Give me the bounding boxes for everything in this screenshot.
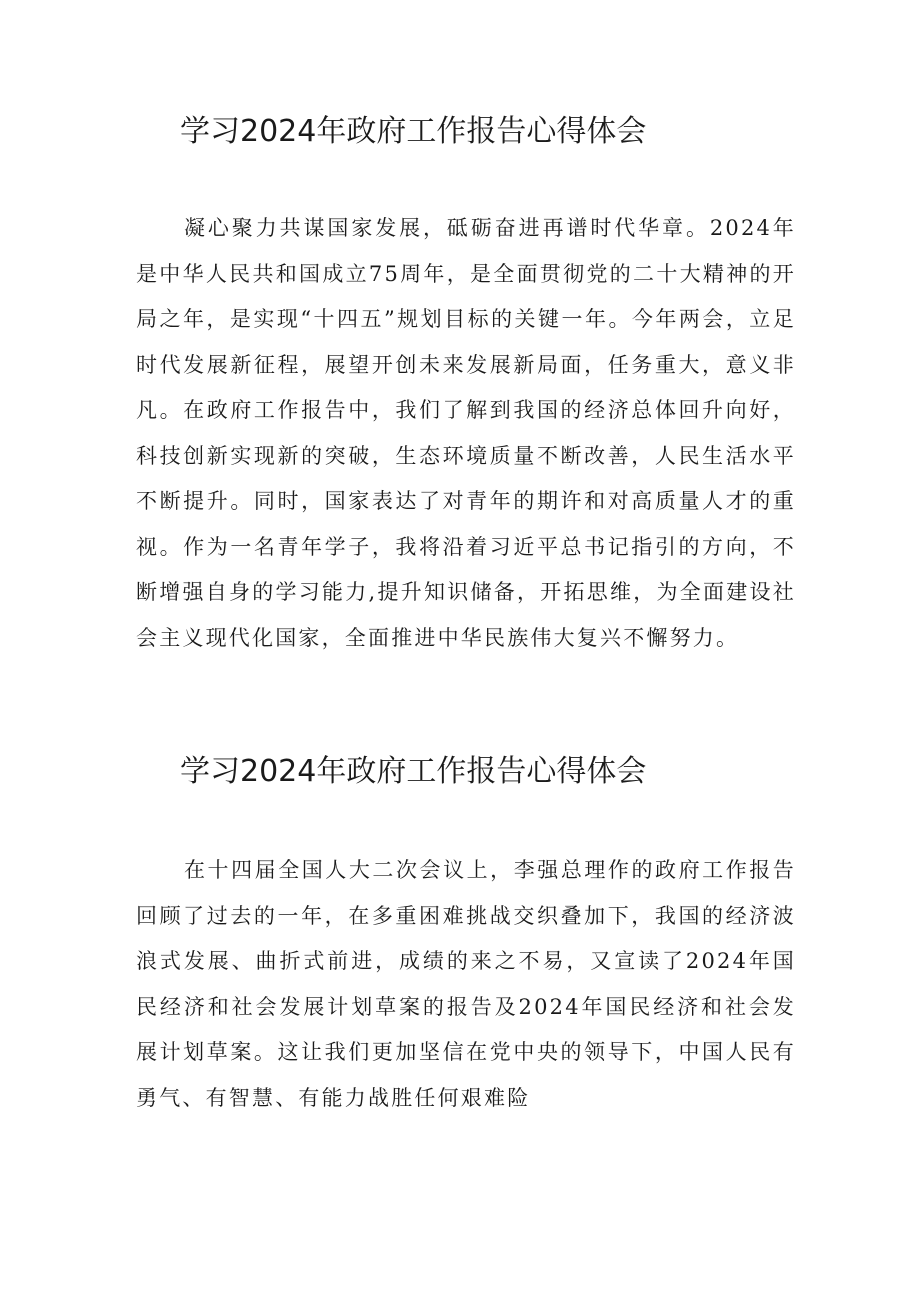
section-title: 学习2024年政府工作报告心得体会 <box>180 114 647 149</box>
section-body: 在十四届全国人大二次会议上，李强总理作的政府工作报告回顾了过去的一年，在多重困难挑战交织叠加下，我国的经济波浪式发展、曲折式前进，成绩的来之不易，又宣读了2024年国民经济和社会发展计划草案的报告及2024年国民经济和社会发展计划草案。这让我们更加坚信在党中央的领导下，中国人民有勇气、有智慧、有能力战胜任何艰难险 <box>136 858 796 1110</box>
section-body: 凝心聚力共谋国家发展，砥砺奋进再谱时代华章。2024年是中华人民共和国成立75周年，是全面贯彻党的二十大精神的开局之年，是实现“十四五”规划目标的关键一年。今年两会，立足时代发展新征程，展望开创未来发展新局面，任务重大，意义非凡。在政府工作报告中，我们了解到我国的经济总体回升向好，科技创新实现新的突破，生态环境质量不断改善，人民生活水平不断提升。同时，国家表达了对青年的期许和对高质量人才的重视。作为一名青年学子，我将沿着习近平总书记指引的方向，不断增强自身的学习能力,提升知识储备，开拓思维，为全面建设社会主义现代化国家，全面推进中华民族伟大复兴不懈努力。 <box>136 216 796 650</box>
section-title: 学习2024年政府工作报告心得体会 <box>180 754 647 789</box>
